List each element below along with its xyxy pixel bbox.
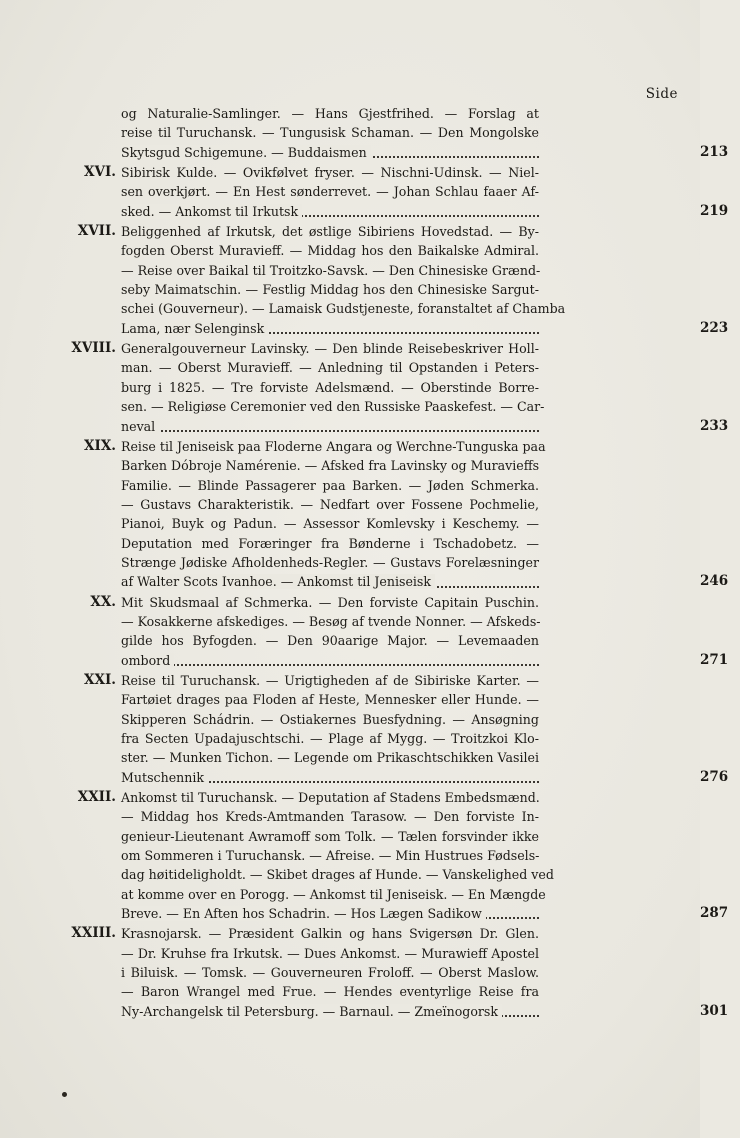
page-number: 213 [700, 143, 729, 160]
summary-line: Beliggenhed af Irkutsk, det østlige Sibiriens Hovedstad. — By- [121, 224, 539, 240]
summary-line [121, 768, 539, 787]
dot-leader [121, 430, 539, 432]
summary-line: Strænge Jødiske Afholdenheds-Regler. — Gustavs Forelæsninger [121, 554, 539, 570]
page-number: 271 [700, 651, 729, 668]
summary-line: Reise til Jeniseisk paa Floderne Angara og Werchne-Tunguska paa [121, 438, 546, 454]
summary-line: ster. — Munken Tichon. — Legende om Prikaschtschikken Vasilei [121, 750, 539, 766]
summary-line [121, 572, 539, 591]
summary-line: genieur-Lieutenant Awramoff som Tolk. — Tælen forsvinder ikke [121, 828, 539, 844]
summary-line-text: neval [121, 419, 159, 434]
page-number: 223 [700, 319, 729, 336]
chapter-summary [121, 788, 554, 923]
chapter-numeral: XVII. [77, 223, 116, 240]
page-number: 233 [700, 417, 729, 434]
summary-line: Generalgouverneur Lavinsky. — Den blinde Reisebeskriver Holl- [121, 341, 539, 357]
chapter-numeral: XX. [90, 593, 116, 610]
summary-line-text: Mutschennik [121, 770, 208, 785]
toc-entry [0, 104, 729, 162]
page-number: 301 [700, 1002, 729, 1019]
chapter-summary [121, 924, 539, 1021]
toc-entry [0, 671, 729, 787]
summary-line [121, 904, 539, 923]
summary-line: Skipperen Schádrin. — Ostiakernes Buesfydning. — Ansøgning [121, 711, 539, 727]
page-number: 276 [700, 768, 729, 785]
summary-line: Deputation med Foræringer fra Bønderne i Tschadobetz. — [121, 535, 539, 551]
summary-line: gilde hos Byfogden. — Den 90aarige Major. — Levemaaden [121, 633, 539, 649]
summary-line: sen overkjørt. — En Hest sønderrevet. — Johan Schlau faaer Af- [121, 184, 539, 200]
summary-line: dag høitideligholdt. — Skibet drages af Hunde. — Vanskelighed ved [121, 867, 554, 883]
summary-line: Krasnojarsk. — Præsident Galkin og hans Svigersøn Dr. Glen. [121, 926, 539, 942]
toc-entry [0, 222, 729, 338]
chapter-summary [121, 437, 546, 592]
chapter-summary [121, 593, 539, 670]
summary-line: — Middag hos Kreds-Amtmanden Tarasow. — Den forviste In- [121, 809, 539, 825]
summary-line: Mit Skudsmaal af Schmerka. — Den forviste Capitain Puschin. [121, 594, 539, 610]
chapter-summary [121, 163, 539, 221]
page-number: 219 [700, 202, 729, 219]
ink-speck [62, 1092, 67, 1097]
summary-line [121, 143, 539, 162]
summary-line: Pianoi, Buyk og Padun. — Assessor Komlevsky i Keschemy. — [121, 516, 539, 532]
summary-line-text: af Walter Scots Ivanhoe. — Ankomst til Jeniseisk [121, 574, 435, 589]
summary-line: om Sommeren i Turuchansk. — Afreise. — Min Hustrues Fødsels- [121, 848, 540, 864]
chapter-numeral: XXII. [77, 789, 116, 806]
summary-line [121, 1002, 539, 1021]
table-of-contents [0, 104, 729, 1022]
summary-line: seby Maimatschin. — Festlig Middag hos den Chinesiske Sargut- [121, 282, 539, 298]
summary-line: at komme over en Porogg. — Ankomst til Jeniseisk. — En Mængde [121, 886, 546, 902]
toc-entry [0, 437, 729, 592]
chapter-summary [121, 339, 545, 436]
dot-leader [121, 664, 539, 666]
chapter-summary [121, 104, 539, 162]
chapter-numeral: XIX. [84, 437, 116, 454]
summary-line [121, 417, 539, 436]
toc-entry [0, 788, 729, 923]
chapter-summary [121, 671, 539, 787]
chapter-numeral: XXI. [84, 671, 116, 688]
page-number: 287 [700, 905, 729, 922]
summary-line: — Baron Wrangel med Frue. — Hendes eventyrlige Reise fra [121, 984, 539, 1000]
summary-line: Fartøiet drages paa Floden af Heste, Mennesker eller Hunde. — [121, 692, 539, 708]
summary-line: Ankomst til Turuchansk. — Deputation af Stadens Embedsmænd. [121, 790, 540, 806]
summary-line: Barken Dóbroje Namérenie. — Afsked fra Lavinsky og Muravieffs [121, 458, 540, 474]
page-column-header: Side [645, 86, 678, 102]
summary-line [121, 202, 539, 221]
summary-line-text: Lama, nær Selenginsk [121, 321, 268, 336]
summary-line: reise til Turuchansk. — Tungusisk Schaman. — Den Mongolske [121, 125, 539, 141]
page-number: 246 [700, 573, 729, 590]
summary-line: fra Secten Upadajuschtschi. — Plage af Mygg. — Troitzkoi Klo- [121, 731, 539, 746]
summary-line: man. — Oberst Muravieff. — Anledning til Opstanden i Peters- [121, 360, 539, 376]
chapter-numeral: XVI. [84, 164, 116, 181]
chapter-numeral: XXIII. [71, 925, 116, 942]
summary-line: Familie. — Blinde Passagerer paa Barken. — Jøden Schmerka. [121, 477, 539, 493]
summary-line: schei (Gouverneur). — Lamaisk Gudstjeneste, foranstaltet af Chamba [121, 301, 566, 317]
summary-line-text: sked. — Ankomst til Irkutsk [121, 204, 302, 219]
summary-line: Sibirisk Kulde. — Ovikfølvet fryser. — Nischni-Udinsk. — Niel- [121, 165, 539, 181]
summary-line [121, 319, 539, 338]
summary-line: — Dr. Kruhse fra Irkutsk. — Dues Ankomst. — Murawieff Apostel [121, 945, 539, 961]
summary-line: Reise til Turuchansk. — Urigtigheden af de Sibiriske Karter. — [121, 672, 539, 688]
summary-line: — Reise over Baikal til Troitzko-Savsk. — Den Chinesiske Grænd- [121, 262, 541, 278]
summary-line: burg i 1825. — Tre forviste Adelsmænd. — Oberstinde Borre- [121, 379, 539, 395]
summary-line: i Biluisk. — Tomsk. — Gouverneuren Froloff. — Oberst Maslow. [121, 965, 539, 981]
summary-line: fogden Oberst Muravieff. — Middag hos den Baikalske Admiral. [121, 243, 539, 259]
summary-line: — Kosakkerne afskediges. — Besøg af tvende Nonner. — Afskeds- [121, 613, 541, 629]
summary-line-text: Ny-Archangelsk til Petersburg. — Barnaul. — Zmeïnogorsk [121, 1004, 502, 1019]
summary-line: sen. — Religiøse Ceremonier ved den Russiske Paaskefest. — Car- [121, 399, 545, 415]
summary-line-text: Breve. — En Aften hos Schadrin. — Hos Lægen Sadikow [121, 906, 486, 921]
chapter-summary [121, 222, 566, 338]
summary-line: — Gustavs Charakteristik. — Nedfart over Fossene Pochmelie, [121, 496, 539, 512]
summary-line-text: ombord [121, 653, 174, 668]
summary-line [121, 651, 539, 670]
toc-entry [0, 339, 729, 436]
chapter-numeral: XVIII. [71, 340, 116, 357]
toc-entry [0, 924, 729, 1021]
summary-line-text: Skytsgud Schigemune. — Buddaismen [121, 145, 371, 160]
summary-line: og Naturalie-Samlinger. — Hans Gjestfrihed. — Forslag at [121, 106, 539, 121]
toc-entry [0, 163, 729, 221]
toc-entry [0, 593, 729, 670]
